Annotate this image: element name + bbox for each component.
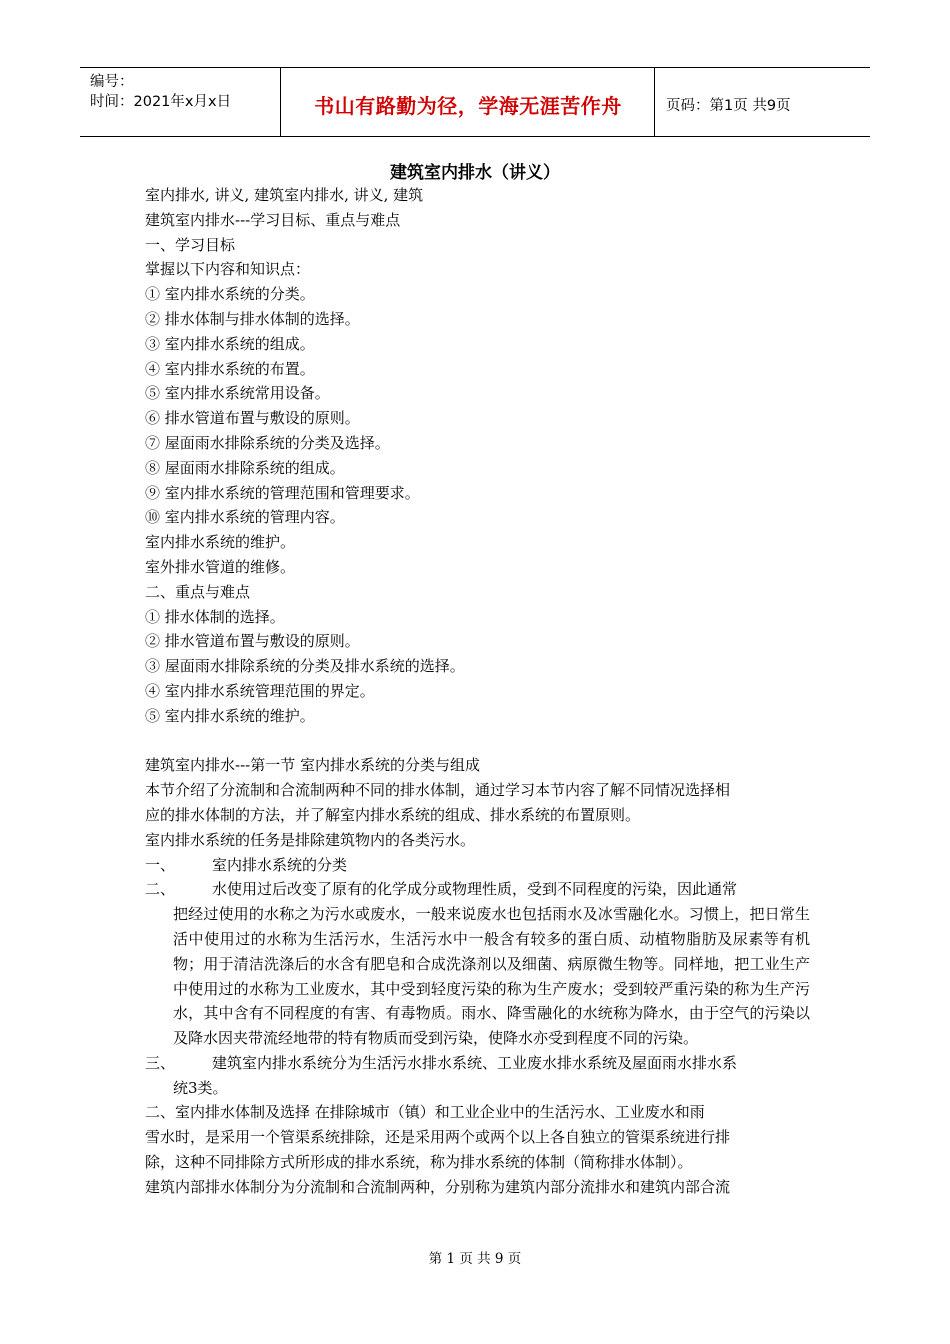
item-number: 一、 xyxy=(145,855,176,874)
item-number: 二、 xyxy=(145,880,176,899)
item-text: 室内排水系统的分类 xyxy=(212,855,348,874)
system-paragraph-line: 二、室内排水体制及选择 在排除城市（镇）和工业企业中的生活污水、工业废水和雨 xyxy=(145,1103,705,1122)
goals-heading: 一、学习目标 xyxy=(145,235,236,254)
goal-item: ② 排水体制与排水体制的选择。 xyxy=(145,309,360,328)
key-point-item: ② 排水管道布置与敷设的原则。 xyxy=(145,632,360,651)
numbered-item xyxy=(145,1051,810,1101)
goal-item: ④ 室内排水系统的布置。 xyxy=(145,359,315,378)
goal-item: ① 室内排水系统的分类。 xyxy=(145,285,315,304)
key-point-item: ③ 屋面雨水排除系统的分类及排水系统的选择。 xyxy=(145,657,465,676)
header-meta xyxy=(90,72,280,112)
goal-item: ⑤ 室内排水系统常用设备。 xyxy=(145,384,330,403)
header-divider xyxy=(280,68,281,136)
number-label: 编号： xyxy=(90,74,134,90)
page-header xyxy=(80,67,870,137)
goal-item: ⑥ 排水管道布置与敷设的原则。 xyxy=(145,409,360,428)
section1-intro-line: 应的排水体制的方法，并了解室内排水系统的组成、排水系统的布置原则。 xyxy=(145,805,641,824)
goals-intro: 掌握以下内容和知识点： xyxy=(145,260,311,279)
header-page-label: 页码：第1页 共9页 xyxy=(666,98,791,114)
key-point-item: ④ 室内排水系统管理范围的界定。 xyxy=(145,681,375,700)
section1-heading: 建筑室内排水---第一节 室内排水系统的分类与组成 xyxy=(145,756,480,775)
system-paragraph-line: 雪水时，是采用一个管渠系统排除，还是采用两个或两个以上各自独立的管渠系统进行排 xyxy=(145,1128,731,1147)
goal-item: ③ 室内排水系统的组成。 xyxy=(145,334,315,353)
goal-item: ⑨ 室内排水系统的管理范围和管理要求。 xyxy=(145,483,420,502)
document-body xyxy=(145,183,810,1200)
section1-intro-line: 本节介绍了分流制和合流制两种不同的排水体制，通过学习本节内容了解不同情况选择相 xyxy=(145,781,731,800)
item-paragraph: 统3类。 xyxy=(173,1078,228,1097)
item-paragraph: 把经过使用的水称之为污水或废水，一般来说废水也包括雨水及冰雪融化水。习惯上，把日常生活中使用过的水称为生活污水，生活污水中一般含有较多的蛋白质、动植物脂肪及尿素等有机物；用于清洁洗涤后的水含有肥皂和合成洗涤剂以及细菌、病原微生物等。同样地，把工业生产中使用过的水称为工业废水，其中受到轻度污染的称为生产废水；受到较严重污染的称为生产污水，其中含有不同程度的有害、有毒物质。雨水、降雪融化的水统称为降水，由于空气的污染以及降水因夹带流经地带的特有物质而受到污染，使降水亦受到程度不同的污染。 xyxy=(173,905,810,1048)
section-heading: 建筑室内排水---学习目标、重点与难点 xyxy=(145,210,401,229)
goal-item: ⑦ 屋面雨水排除系统的分类及选择。 xyxy=(145,433,390,452)
blank-line xyxy=(145,729,810,754)
last-paragraph-line: 建筑内部排水体制分为分流制和合流制两种，分别称为建筑内部分流排水和建筑内部合流 xyxy=(145,1177,731,1196)
section1-task: 室内排水系统的任务是排除建筑物内的各类污水。 xyxy=(145,830,476,849)
goal-item: 室内排水系统的维护。 xyxy=(145,533,296,552)
item-first-line: 建筑室内排水系统分为生活污水排水系统、工业废水排水系统及屋面雨水排水系 xyxy=(212,1053,738,1072)
goal-item: 室外排水管道的维修。 xyxy=(145,557,296,576)
key-point-item: ① 排水体制的选择。 xyxy=(145,607,285,626)
goal-item: ⑩ 室内排水系统的管理内容。 xyxy=(145,508,345,527)
system-paragraph-line: 除，这种不同排除方式所形成的排水系统，称为排水系统的体制（简称排水体制）。 xyxy=(145,1153,693,1172)
document-title: 建筑室内排水（讲义） xyxy=(390,163,560,183)
item-number: 三、 xyxy=(145,1053,176,1072)
key-point-item: ⑤ 室内排水系统的维护。 xyxy=(145,706,315,725)
keywords-line: 室内排水, 讲义, 建筑室内排水, 讲义, 建筑 xyxy=(145,186,424,204)
item-first-line: 水使用过后改变了原有的化学成分或物理性质，受到不同程度的污染，因此通常 xyxy=(212,880,738,899)
goal-item: ⑧ 屋面雨水排除系统的组成。 xyxy=(145,458,345,477)
numbered-item xyxy=(145,877,810,1051)
date-label: 时间：2021年x月x日 xyxy=(90,94,232,110)
page-footer: 第 1 页 共 9 页 xyxy=(428,1251,522,1267)
numbered-item xyxy=(145,853,810,878)
key-heading: 二、重点与难点 xyxy=(145,582,251,601)
header-motto: 书山有路勤为径，学海无涯苦作舟 xyxy=(314,94,622,118)
header-divider xyxy=(654,68,655,136)
